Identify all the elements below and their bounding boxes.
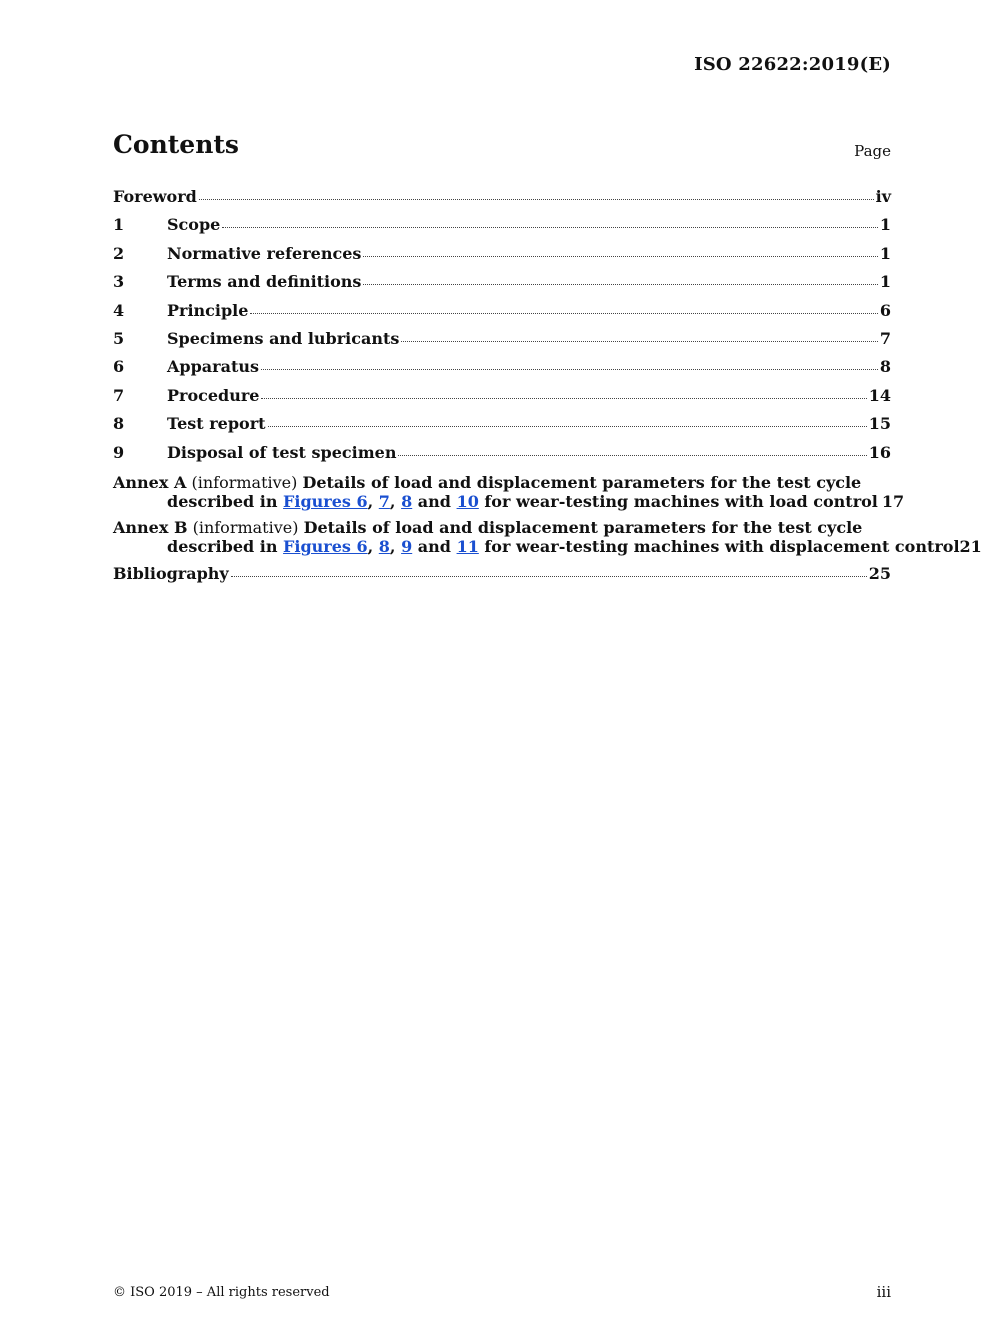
- toc-title: Terms and definitions: [167, 272, 362, 292]
- toc-page: 6: [879, 300, 891, 320]
- toc-title: Procedure: [167, 385, 260, 405]
- dot-leader: [261, 397, 866, 399]
- annex-label: Annex B: [113, 517, 188, 537]
- page-number: iii: [876, 1283, 891, 1301]
- toc-page: 1: [879, 215, 891, 235]
- figure-link[interactable]: 9: [401, 537, 413, 557]
- toc-title: Test report: [167, 414, 266, 434]
- figure-link[interactable]: Figures 6: [283, 492, 368, 512]
- toc-title: Bibliography: [113, 563, 229, 583]
- clause-number: 1: [113, 215, 125, 235]
- separator: ,: [389, 492, 396, 512]
- dot-leader: [363, 283, 877, 285]
- annex-informative: (informative): [191, 472, 298, 492]
- toc-page: 25: [868, 563, 891, 583]
- separator: ,: [367, 492, 374, 512]
- toc-page: 17: [881, 492, 905, 512]
- separator: ,: [389, 537, 396, 557]
- conjunction: and: [417, 537, 451, 557]
- toc-entry-bibliography[interactable]: [113, 563, 891, 591]
- toc-entry-disposal-of-test-specimen[interactable]: [113, 442, 891, 470]
- annex-title: Details of load and displacement parameters for the test cycle: [302, 472, 862, 492]
- toc-page: 7: [879, 328, 891, 348]
- clause-number: 8: [113, 414, 125, 434]
- dot-leader: [222, 226, 878, 228]
- toc-entry-scope[interactable]: [113, 214, 891, 242]
- toc-title: Foreword: [113, 187, 197, 206]
- toc-entry-terms-and-definitions[interactable]: [113, 271, 891, 299]
- toc-title: Specimens and lubricants: [167, 328, 400, 348]
- clause-number: 7: [113, 385, 125, 405]
- toc-entry-procedure[interactable]: [113, 385, 891, 413]
- figure-link[interactable]: Figures 6: [283, 537, 368, 557]
- figure-link[interactable]: 8: [378, 537, 390, 557]
- toc-title: Normative references: [167, 243, 362, 263]
- toc-entry-principle[interactable]: [113, 300, 891, 328]
- clause-number: 5: [113, 328, 125, 348]
- toc-page: 16: [868, 442, 891, 462]
- annex-prefix: described in: [167, 537, 278, 557]
- toc-title: Apparatus: [167, 357, 259, 377]
- toc-entry-annex-b[interactable]: [113, 517, 982, 557]
- toc-entry-normative-references[interactable]: [113, 243, 891, 271]
- annex-suffix: for wear-testing machines with load control: [484, 492, 878, 512]
- annex-prefix: described in: [167, 492, 278, 512]
- figure-link[interactable]: 7: [378, 492, 390, 512]
- toc-page: 14: [868, 385, 891, 405]
- copyright-notice: © ISO 2019 – All rights reserved: [113, 1285, 330, 1300]
- table-of-contents: [113, 186, 982, 591]
- dot-leader: [231, 575, 867, 577]
- figure-link[interactable]: 11: [456, 537, 479, 557]
- toc-entry-specimens-and-lubricants[interactable]: [113, 328, 891, 356]
- toc-title: Principle: [167, 300, 249, 320]
- toc-page: 1: [879, 243, 891, 263]
- clause-number: 9: [113, 442, 125, 462]
- clause-number: 6: [113, 357, 125, 377]
- annex-informative: (informative): [192, 517, 299, 537]
- toc-title: Disposal of test specimen: [167, 442, 397, 462]
- toc-page: iv: [875, 187, 891, 206]
- clause-number: 2: [113, 243, 125, 263]
- separator: ,: [367, 537, 374, 557]
- page-column-label: Page: [854, 142, 891, 160]
- dot-leader: [398, 454, 866, 456]
- toc-entry-test-report[interactable]: [113, 413, 891, 441]
- document-id: ISO 22622:2019(E): [694, 54, 891, 75]
- toc-entry-annex-a[interactable]: [113, 472, 905, 512]
- dot-leader: [199, 198, 874, 200]
- dot-leader: [250, 312, 877, 314]
- toc-title: Scope: [167, 215, 221, 235]
- toc-entry-foreword[interactable]: [113, 186, 891, 214]
- dot-leader: [268, 425, 867, 427]
- annex-title: Details of load and displacement parameters for the test cycle: [303, 517, 863, 537]
- dot-leader: [261, 368, 878, 370]
- toc-page: 1: [879, 272, 891, 292]
- toc-entry-apparatus[interactable]: [113, 356, 891, 384]
- dot-leader: [363, 255, 877, 257]
- figure-link[interactable]: 10: [456, 492, 479, 512]
- annex-title-continued: [167, 537, 960, 557]
- clause-number: 4: [113, 300, 125, 320]
- annex-suffix: for wear-testing machines with displacement control: [484, 537, 960, 557]
- annex-label: Annex A: [113, 472, 187, 492]
- conjunction: and: [417, 492, 451, 512]
- dot-leader: [401, 340, 877, 342]
- toc-page: 15: [868, 414, 891, 434]
- contents-heading: Contents: [113, 130, 240, 159]
- toc-page: 21: [959, 537, 982, 557]
- annex-title-continued: [167, 492, 878, 512]
- clause-number: 3: [113, 272, 125, 292]
- figure-link[interactable]: 8: [401, 492, 413, 512]
- toc-page: 8: [879, 357, 891, 377]
